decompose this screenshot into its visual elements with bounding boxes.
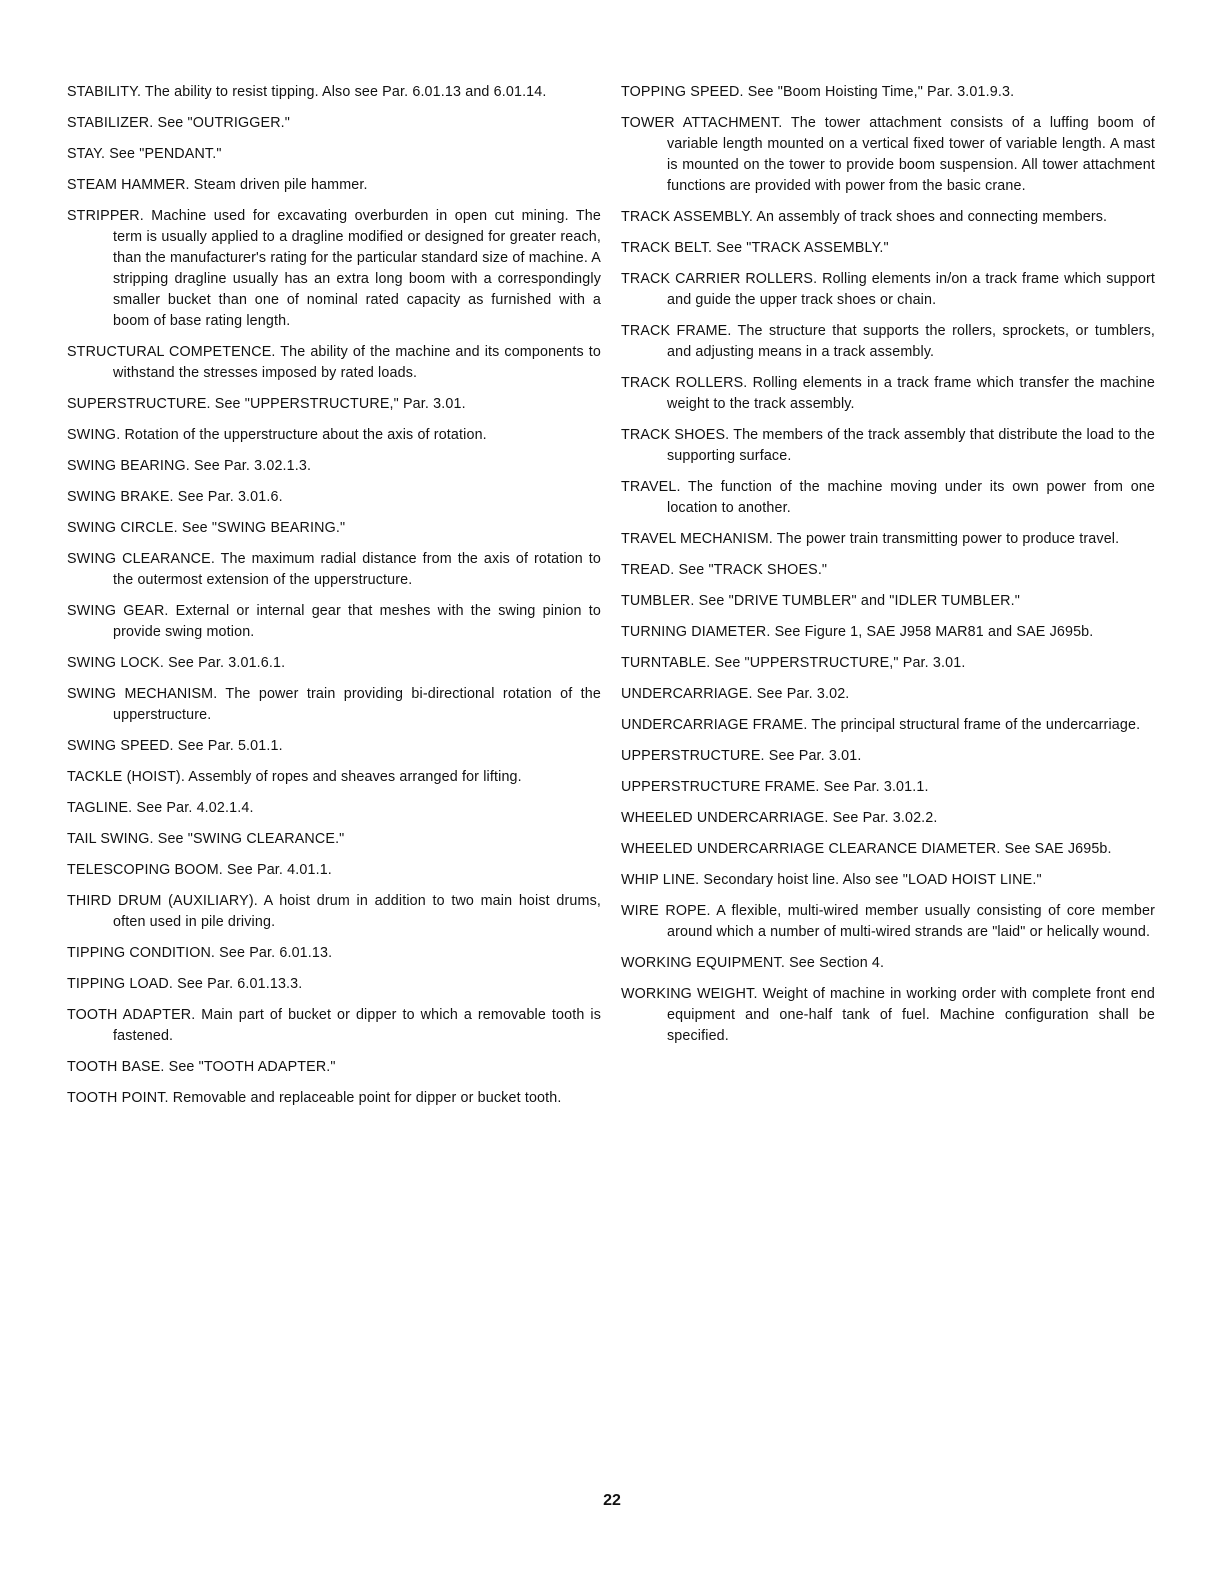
glossary-entry: TOPPING SPEED. See "Boom Hoisting Time," Par. 3.01.9.3.: [621, 84, 1015, 100]
right-column: [621, 82, 1155, 1057]
glossary-entry: SWING GEAR. External or internal gear that meshes with the swing pinion to provide swing motion.: [67, 603, 601, 640]
glossary-entry: TOOTH BASE. See "TOOTH ADAPTER.": [67, 1059, 336, 1075]
glossary-entry: STEAM HAMMER. Steam driven pile hammer.: [67, 177, 368, 193]
glossary-entry: TRACK FRAME. The structure that supports the rollers, sprockets, or tumblers, and adjusting means in a track assembly.: [621, 323, 1155, 360]
page-number: 22: [603, 1492, 621, 1509]
glossary-entry: SWING BEARING. See Par. 3.02.1.3.: [67, 458, 312, 474]
glossary-entry: TURNING DIAMETER. See Figure 1, SAE J958 MAR81 and SAE J695b.: [621, 624, 1094, 640]
glossary-entry: UPPERSTRUCTURE. See Par. 3.01.: [621, 748, 862, 764]
glossary-entry: WORKING EQUIPMENT. See Section 4.: [621, 955, 885, 971]
glossary-entry: SWING MECHANISM. The power train providing bi-directional rotation of the upperstructure.: [67, 686, 601, 723]
glossary-entry: SWING. Rotation of the upperstructure about the axis of rotation.: [67, 427, 487, 443]
glossary-entry: TACKLE (HOIST). Assembly of ropes and sheaves arranged for lifting.: [67, 769, 522, 785]
glossary-entry: STAY. See "PENDANT.": [67, 146, 222, 162]
glossary-entry: WIRE ROPE. A flexible, multi-wired member usually consisting of core member around which a number of multi-wired strands are "laid" or helically wound.: [621, 903, 1155, 940]
glossary-entry: TAGLINE. See Par. 4.02.1.4.: [67, 800, 254, 816]
glossary-entry: TRAVEL MECHANISM. The power train transmitting power to produce travel.: [621, 531, 1120, 547]
glossary-entry: TIPPING CONDITION. See Par. 6.01.13.: [67, 945, 333, 961]
glossary-entry: UNDERCARRIAGE. See Par. 3.02.: [621, 686, 850, 702]
glossary-entry: WHEELED UNDERCARRIAGE CLEARANCE DIAMETER. See SAE J695b.: [621, 841, 1112, 857]
glossary-entry: SWING CIRCLE. See "SWING BEARING.": [67, 520, 346, 536]
glossary-entry: TRAVEL. The function of the machine moving under its own power from one location to another.: [621, 479, 1155, 516]
glossary-entry: TREAD. See "TRACK SHOES.": [621, 562, 828, 578]
glossary-entry: SWING CLEARANCE. The maximum radial distance from the axis of rotation to the outermost extension of the upperstructure.: [67, 551, 601, 588]
left-column: [67, 82, 601, 1119]
glossary-entry: TRACK ASSEMBLY. An assembly of track shoes and connecting members.: [621, 209, 1108, 225]
glossary-entry: STRIPPER. Machine used for excavating overburden in open cut mining. The term is usually applied to a dragline modified or designed for greater reach, than the manufacturer's rating for the particular standard size of machine. A stripping dragline usually has an extra long boom with a correspondingly smaller bucket than one of nominal rated capacity as furnished with a boom of base rating length.: [67, 208, 601, 329]
glossary-entry: UNDERCARRIAGE FRAME. The principal structural frame of the undercarriage.: [621, 717, 1141, 733]
glossary-entry: TOOTH ADAPTER. Main part of bucket or dipper to which a removable tooth is fastened.: [67, 1007, 601, 1044]
glossary-entry: WHIP LINE. Secondary hoist line. Also see "LOAD HOIST LINE.": [621, 872, 1042, 888]
glossary-entry: TOWER ATTACHMENT. The tower attachment consists of a luffing boom of variable length mounted on a vertical fixed tower of variable length. A mast is mounted on the tower to provide boom suspension. All tower attachment functions are provided with power from the basic crane.: [621, 115, 1155, 194]
glossary-entry: TOOTH POINT. Removable and replaceable point for dipper or bucket tooth.: [67, 1090, 562, 1106]
glossary-entry: SWING BRAKE. See Par. 3.01.6.: [67, 489, 283, 505]
glossary-entry: STABILIZER. See "OUTRIGGER.": [67, 115, 291, 131]
glossary-entry: TRACK BELT. See "TRACK ASSEMBLY.": [621, 240, 889, 256]
glossary-entry: UPPERSTRUCTURE FRAME. See Par. 3.01.1.: [621, 779, 929, 795]
glossary-entry: TELESCOPING BOOM. See Par. 4.01.1.: [67, 862, 332, 878]
glossary-entry: WORKING WEIGHT. Weight of machine in working order with complete front end equipment and one-half tank of fuel. Machine configuration shall be specified.: [621, 986, 1155, 1044]
glossary-entry: TRACK CARRIER ROLLERS. Rolling elements in/on a track frame which support and guide the upper track shoes or chain.: [621, 271, 1155, 308]
glossary-entry: SWING SPEED. See Par. 5.01.1.: [67, 738, 283, 754]
glossary-entry: SUPERSTRUCTURE. See "UPPERSTRUCTURE," Par. 3.01.: [67, 396, 466, 412]
glossary-entry: TURNTABLE. See "UPPERSTRUCTURE," Par. 3.01.: [621, 655, 966, 671]
glossary-entry: STRUCTURAL COMPETENCE. The ability of the machine and its components to withstand the stresses imposed by rated loads.: [67, 344, 601, 381]
glossary-entry: THIRD DRUM (AUXILIARY). A hoist drum in addition to two main hoist drums, often used in pile driving.: [67, 893, 601, 930]
glossary-entry: TUMBLER. See "DRIVE TUMBLER" and "IDLER TUMBLER.": [621, 593, 1020, 609]
glossary-entry: TIPPING LOAD. See Par. 6.01.13.3.: [67, 976, 303, 992]
glossary-entry: TRACK ROLLERS. Rolling elements in a track frame which transfer the machine weight to the track assembly.: [621, 375, 1155, 412]
glossary-entry: TAIL SWING. See "SWING CLEARANCE.": [67, 831, 345, 847]
glossary-entry: STABILITY. The ability to resist tipping. Also see Par. 6.01.13 and 6.01.14.: [67, 84, 547, 100]
glossary-entry: SWING LOCK. See Par. 3.01.6.1.: [67, 655, 286, 671]
glossary-entry: WHEELED UNDERCARRIAGE. See Par. 3.02.2.: [621, 810, 938, 826]
glossary-entry: TRACK SHOES. The members of the track assembly that distribute the load to the supporting surface.: [621, 427, 1155, 464]
